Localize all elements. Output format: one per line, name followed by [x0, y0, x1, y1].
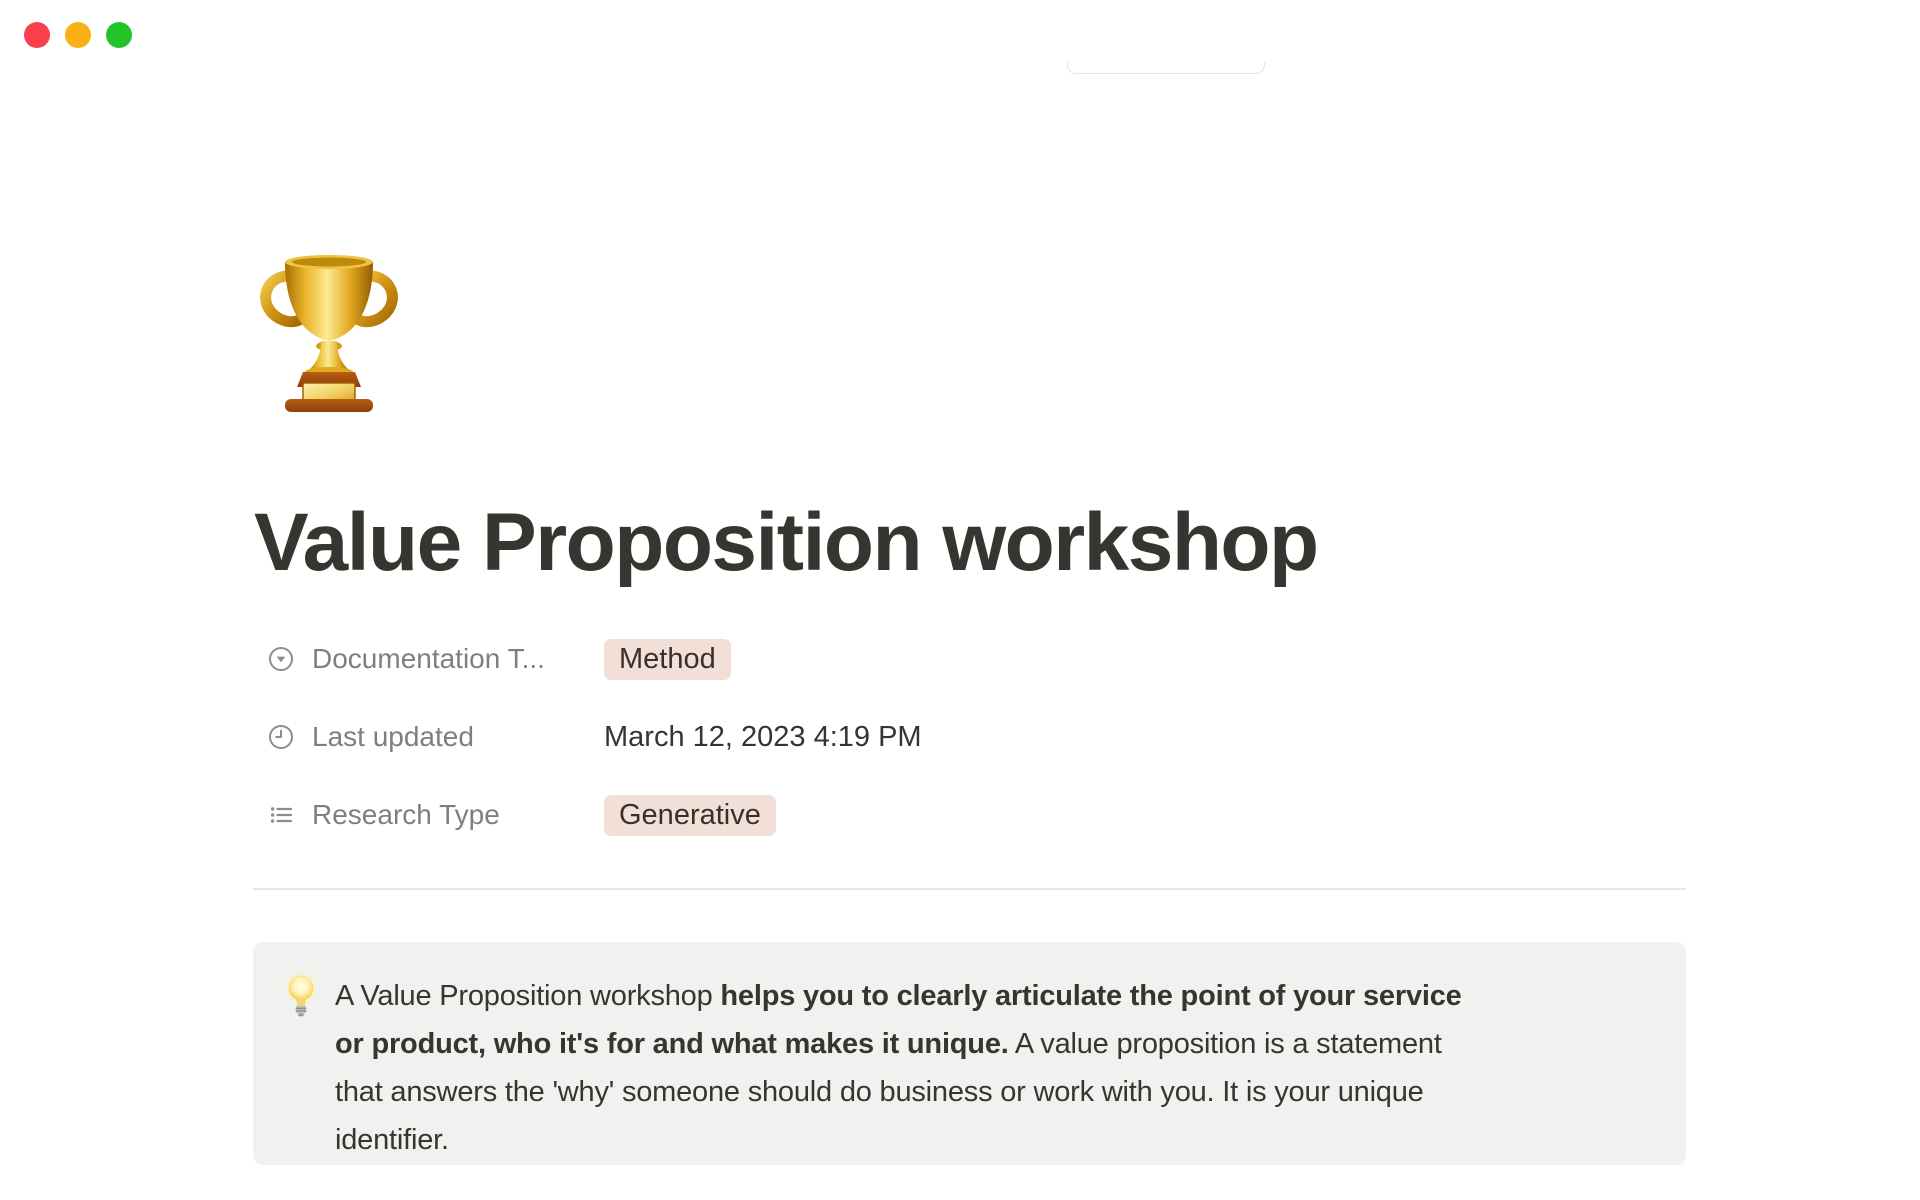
page-icon-trophy[interactable] [256, 250, 402, 412]
callout-line-2: or product, who it's for and what makes it unique. A value proposition is a statement [335, 1028, 1442, 1060]
property-label: Documentation T... [312, 643, 545, 674]
callout-line-4: identifier. [335, 1124, 449, 1156]
callout-block[interactable] [253, 942, 1686, 1165]
minimize-button[interactable] [65, 22, 91, 48]
close-button[interactable] [24, 22, 50, 48]
zoom-button[interactable] [106, 22, 132, 48]
property-value[interactable] [604, 721, 922, 754]
property-key [254, 643, 604, 675]
callout-line-3: that answers the 'why' someone should do business or work with you. It is your unique [335, 1076, 1424, 1108]
light-bulb-icon [286, 973, 316, 1021]
tag-method: Method [604, 639, 731, 680]
property-row-last-updated[interactable] [254, 698, 1686, 776]
select-dropdown-icon [268, 646, 294, 672]
divider [253, 888, 1686, 890]
callout-text[interactable] [335, 972, 1647, 1164]
property-row-research-type[interactable] [254, 776, 1686, 854]
property-row-documentation-type[interactable] [254, 620, 1686, 698]
property-key [254, 799, 604, 831]
property-value[interactable] [604, 795, 776, 836]
property-label: Last updated [312, 721, 474, 752]
property-value[interactable] [604, 639, 731, 680]
clock-icon [268, 724, 294, 750]
last-updated-value: March 12, 2023 4:19 PM [604, 720, 922, 753]
tag-generative: Generative [604, 795, 776, 836]
page-title[interactable]: Value Proposition workshop [254, 497, 1318, 588]
property-key [254, 721, 604, 753]
cutoff-floating-panel [1067, 62, 1265, 74]
page-properties [254, 620, 1686, 854]
trophy-icon [256, 250, 402, 412]
window-controls [24, 22, 132, 48]
property-label: Research Type [312, 799, 500, 830]
bulleted-list-icon [268, 802, 294, 828]
callout-line-1: A Value Proposition workshop helps you to clearly articulate the point of your service [335, 980, 1462, 1012]
